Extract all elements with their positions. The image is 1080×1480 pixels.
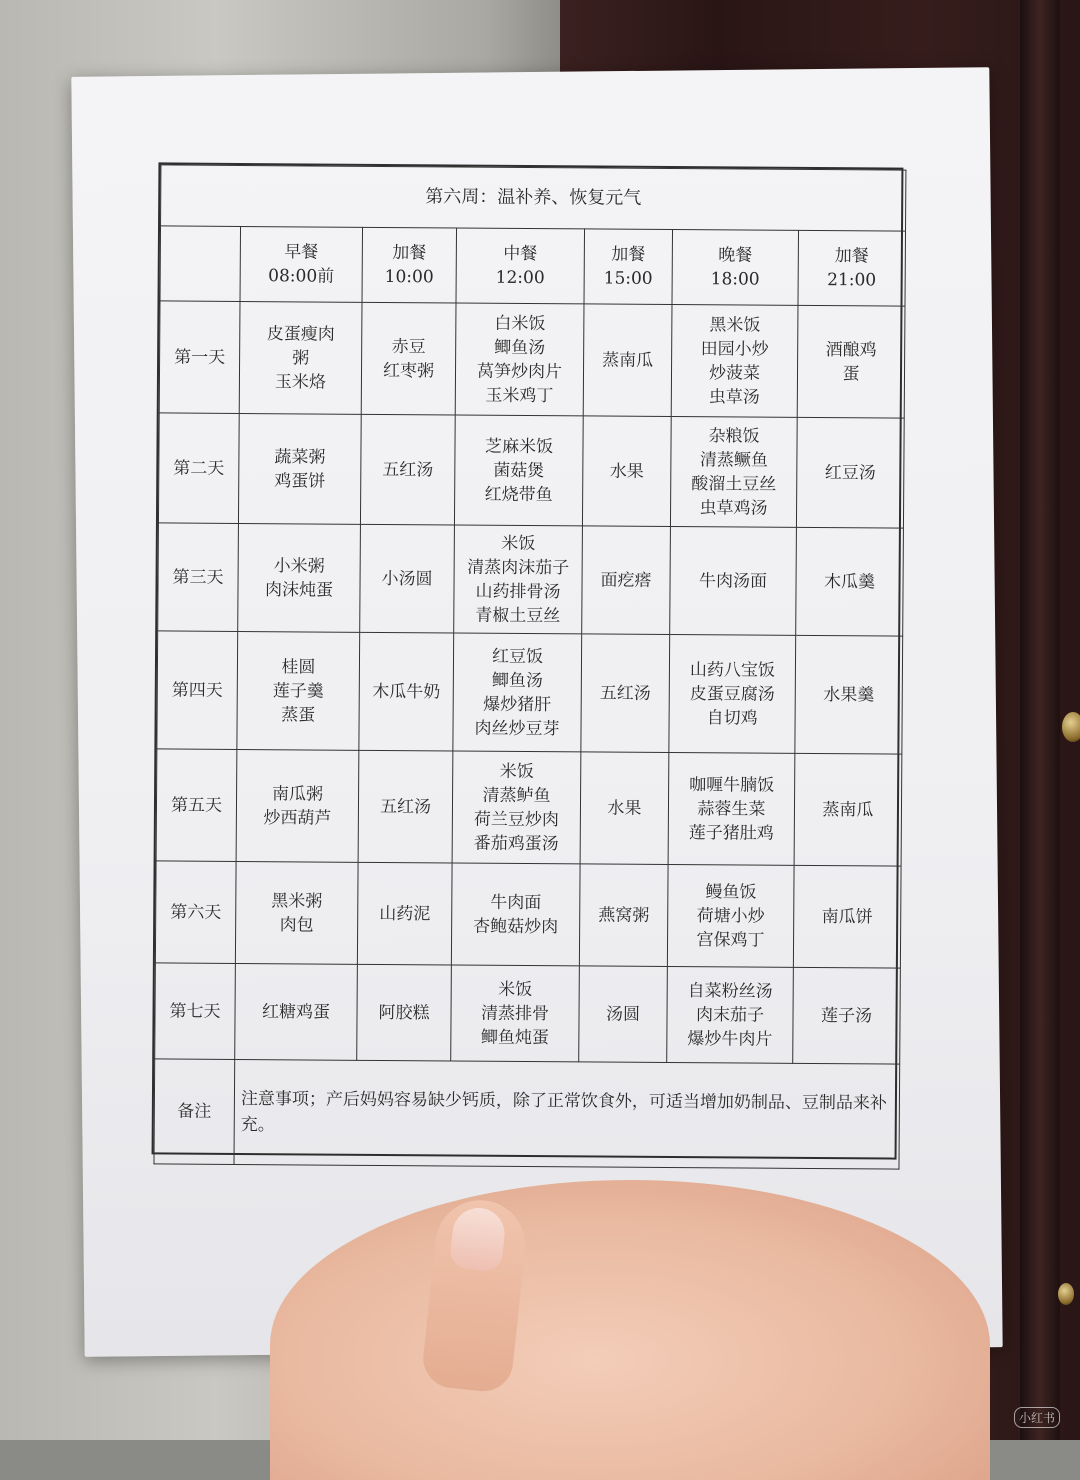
meal-cell — [580, 752, 669, 865]
dish-item: 自切鸡 — [706, 707, 758, 729]
dish-item: 山药排骨汤 — [475, 581, 561, 602]
meal-cell — [670, 526, 797, 635]
dish-item: 炒西葫芦 — [263, 807, 332, 829]
meal-cell — [454, 415, 583, 526]
dish-item: 玉米烙 — [274, 371, 327, 393]
dish-item: 虫草汤 — [708, 386, 760, 408]
dish-item: 粥 — [292, 347, 310, 368]
day-row — [157, 631, 903, 754]
meal-cell — [582, 526, 671, 635]
door-edge — [1020, 0, 1060, 1440]
dish-item: 鸡蛋饼 — [274, 470, 326, 492]
meal-header — [798, 230, 906, 306]
dish-item: 牛肉汤面 — [698, 570, 768, 592]
dish-item: 红豆汤 — [824, 462, 876, 483]
meal-cell — [667, 864, 794, 967]
door-knob-icon — [1062, 712, 1080, 742]
dish-item: 咖喱牛腩饭 — [689, 774, 775, 796]
meal-cell — [237, 631, 360, 750]
meal-cell — [796, 527, 904, 636]
day-row — [155, 963, 901, 1064]
meal-cell — [357, 862, 452, 965]
meal-cell — [452, 751, 581, 864]
meal-header — [456, 228, 585, 304]
dish-item: 蒸蛋 — [281, 704, 316, 726]
meal-cell — [670, 416, 797, 527]
meal-cell — [579, 966, 668, 1063]
meal-cell — [358, 750, 453, 863]
day-row — [155, 861, 901, 968]
dish-item: 黑米饭 — [709, 314, 761, 336]
dish-item: 小汤圆 — [381, 568, 433, 589]
meal-cell — [235, 963, 358, 1060]
meal-cell — [238, 413, 361, 524]
meal-cell — [454, 525, 583, 634]
dish-item: 番茄鸡蛋汤 — [473, 833, 559, 854]
meal-name: 中餐 — [503, 243, 538, 265]
dish-item: 燕窝粥 — [598, 905, 650, 926]
dish-item: 爆炒牛肉片 — [687, 1028, 773, 1050]
meal-cell — [236, 749, 359, 862]
meal-name: 加餐 — [611, 244, 646, 265]
dish-item: 肉沫炖蛋 — [264, 579, 334, 601]
dish-item: 清蒸肉沫茄子 — [467, 557, 570, 578]
dish-item: 牛肉面 — [490, 892, 542, 913]
meal-cell — [360, 414, 455, 525]
meal-header-row — [160, 226, 906, 306]
note-text: 注意事项；产后妈妈容易缺少钙质，除了正常饮食外，可适当增加奶制品、豆制品来补充。 — [234, 1059, 900, 1169]
dish-item: 水果 — [607, 798, 642, 819]
meal-cell — [581, 634, 670, 753]
day-label: 第四天 — [157, 631, 238, 750]
dish-item: 蔬菜粥 — [274, 446, 326, 468]
dish-item: 阿胶糕 — [378, 1002, 430, 1023]
meal-cell — [361, 302, 456, 415]
dish-item: 酸溜土豆丝 — [691, 473, 777, 495]
dish-item: 荷塘小炒 — [696, 905, 765, 927]
meal-cell — [579, 864, 668, 967]
dish-item: 杂粮饭 — [708, 425, 760, 447]
dish-item: 白米饭 — [494, 313, 546, 334]
corner-cell — [160, 226, 241, 302]
dish-item: 青椒土豆丝 — [475, 605, 561, 626]
dish-item: 莴笋炒肉片 — [476, 361, 563, 382]
dish-item: 酒酿鸡 — [825, 339, 877, 360]
meal-cell — [239, 301, 362, 414]
meal-cell — [455, 303, 584, 416]
meal-cell — [451, 863, 580, 966]
dish-item: 宫保鸡丁 — [696, 929, 765, 951]
meal-cell — [797, 305, 905, 418]
meal-cell — [667, 966, 794, 1063]
dish-item: 山药八宝饭 — [689, 659, 776, 681]
dish-item: 蛋 — [842, 363, 860, 384]
meal-header — [240, 226, 363, 302]
dish-item: 五红汤 — [379, 796, 432, 817]
dish-item: 五红汤 — [382, 459, 434, 480]
dish-item: 清蒸鲈鱼 — [482, 785, 551, 806]
dish-item: 清蒸鳜鱼 — [699, 449, 768, 471]
dish-item: 皮蛋瘦肉 — [266, 323, 335, 345]
meal-cell — [582, 416, 671, 527]
dish-item: 鲫鱼汤 — [494, 337, 546, 358]
dish-item: 木瓜牛奶 — [372, 681, 441, 702]
meal-cell — [583, 304, 672, 417]
meal-cell — [794, 753, 902, 866]
day-label: 第三天 — [158, 523, 239, 632]
dish-item: 米饭 — [499, 761, 534, 782]
note-label: 备注 — [154, 1059, 235, 1165]
dish-item: 鲫鱼炖蛋 — [480, 1027, 549, 1048]
meal-cell — [357, 964, 452, 1061]
dish-item: 蒸南瓜 — [822, 799, 874, 820]
dish-item: 菌菇煲 — [493, 460, 545, 481]
dish-item: 虫草鸡汤 — [699, 497, 768, 519]
day-rows — [155, 301, 905, 1064]
menu-title: 第六周：温补养、恢复元气 — [161, 165, 906, 231]
meal-time: 18:00 — [710, 269, 760, 290]
day-row — [158, 413, 904, 528]
dish-item: 小米粥 — [273, 555, 325, 577]
meal-cell — [796, 417, 904, 528]
dish-item: 玉米鸡丁 — [485, 385, 554, 406]
meal-time: 10:00 — [384, 266, 434, 288]
dish-item: 炒菠菜 — [708, 362, 761, 384]
meal-header — [362, 227, 457, 303]
dish-item: 杏鲍菇炒肉 — [473, 916, 559, 937]
dish-item: 米饭 — [498, 979, 533, 1000]
dish-item: 莲子猪肚鸡 — [688, 822, 774, 844]
dish-item: 肉包 — [279, 914, 314, 936]
dish-item: 南瓜粥 — [271, 783, 324, 805]
dish-item: 红烧带鱼 — [484, 484, 553, 505]
dish-item: 莲子汤 — [820, 1005, 873, 1026]
watermark-logo: 小红书 — [1014, 1407, 1060, 1428]
dish-item: 清蒸排骨 — [480, 1003, 550, 1024]
dish-item: 山药泥 — [379, 903, 431, 924]
meal-cell — [453, 633, 582, 752]
meal-cell — [668, 752, 795, 865]
dish-item: 爆炒猪肝 — [483, 694, 552, 715]
dish-item: 蒜蓉生菜 — [697, 798, 766, 820]
dish-item: 肉末茄子 — [695, 1004, 765, 1026]
meal-time: 15:00 — [603, 268, 653, 289]
meal-cell — [360, 524, 455, 633]
meal-name: 早餐 — [284, 242, 319, 263]
dish-item: 鲫鱼汤 — [491, 670, 543, 691]
dish-item: 莲子羹 — [272, 680, 324, 702]
meal-name: 晚餐 — [718, 245, 753, 266]
dish-item: 芝麻米饭 — [484, 436, 554, 457]
meal-cell — [451, 965, 580, 1062]
meal-cell — [793, 967, 901, 1064]
dish-item: 南瓜饼 — [821, 906, 873, 927]
dish-item: 红豆饭 — [491, 646, 544, 667]
dish-item: 蒸南瓜 — [602, 350, 654, 371]
menu-table — [153, 164, 906, 1169]
day-row — [159, 301, 905, 418]
meal-name: 加餐 — [392, 243, 427, 264]
dish-item: 五红汤 — [599, 683, 651, 704]
dish-item: 汤圆 — [605, 1004, 641, 1025]
meal-cell — [793, 865, 901, 968]
day-label: 第六天 — [155, 861, 236, 964]
meal-cell — [238, 523, 361, 632]
dish-item: 米饭 — [501, 533, 536, 554]
meal-name: 加餐 — [834, 246, 869, 267]
day-label: 第五天 — [156, 749, 237, 862]
dish-item: 桂圆 — [281, 656, 316, 678]
dish-item: 田园小炒 — [700, 338, 769, 360]
door-hinge-icon — [1058, 1283, 1074, 1305]
dish-item: 面疙瘩 — [600, 570, 652, 591]
day-label: 第七天 — [155, 963, 236, 1060]
dish-item: 水果羹 — [823, 684, 875, 705]
menu-document — [152, 162, 904, 1159]
dish-item: 赤豆 — [391, 336, 426, 357]
meal-time: 08:00前 — [268, 266, 335, 287]
dish-item: 木瓜羹 — [823, 571, 876, 592]
dish-item: 黑米粥 — [271, 890, 323, 912]
day-row — [156, 749, 902, 866]
dish-item: 鳗鱼饭 — [705, 881, 757, 903]
dish-item: 红枣粥 — [382, 360, 435, 381]
dish-item: 荷兰豆炒肉 — [473, 809, 559, 830]
day-row — [158, 523, 904, 636]
day-label: 第一天 — [159, 301, 240, 414]
day-label: 第二天 — [158, 413, 239, 524]
meal-cell — [671, 305, 798, 418]
dish-item: 肉丝炒豆芽 — [474, 718, 560, 739]
dish-item: 水果 — [609, 461, 644, 482]
meal-cell — [795, 635, 903, 754]
dish-item: 皮蛋豆腐汤 — [689, 683, 775, 705]
meal-cell — [359, 632, 454, 751]
meal-cell — [669, 634, 796, 753]
meal-cell — [235, 861, 358, 964]
meal-time: 21:00 — [827, 270, 877, 291]
meal-header — [584, 229, 673, 305]
dish-item: 红糖鸡蛋 — [261, 1001, 331, 1023]
dish-item: 自菜粉丝汤 — [687, 980, 773, 1002]
meal-header — [672, 230, 799, 306]
meal-time: 12:00 — [495, 267, 545, 289]
